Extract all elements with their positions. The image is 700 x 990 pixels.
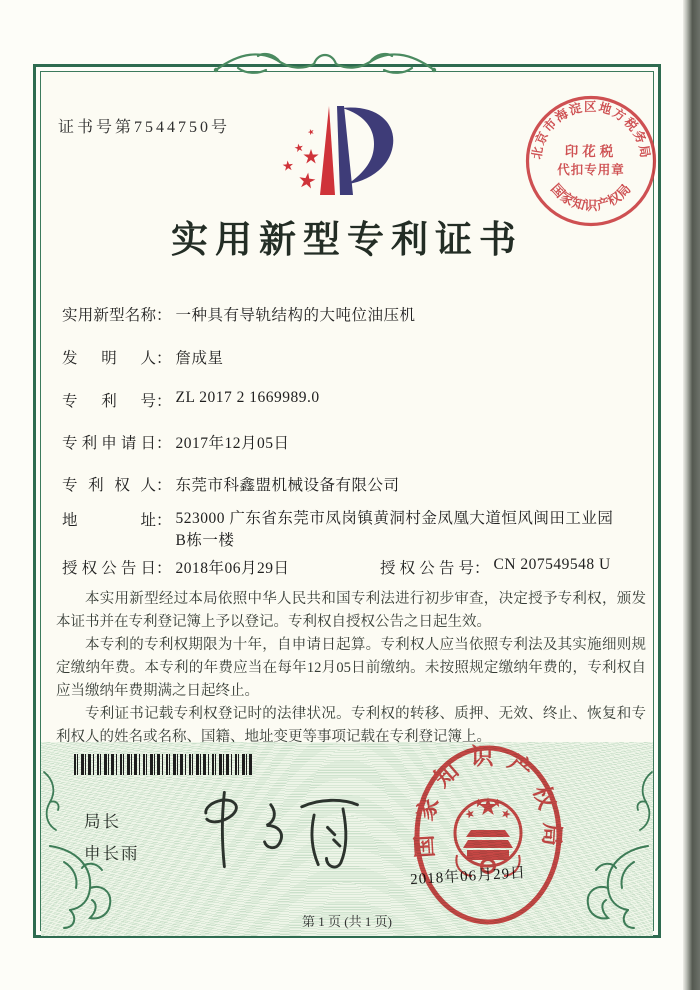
- page-number: 第 1 页 (共 1 页): [302, 914, 392, 929]
- tax-stamp-center-line1: 印花税: [564, 144, 618, 159]
- tax-stamp-center-line2: 代扣专用章: [557, 163, 625, 177]
- paragraph-register: 专利证书记载专利权登记时的法律状况。专利权的转移、质押、无效、终止、恢复和专利权人的姓名或名称、国籍、地址变更等事项记载在专利登记簿上。: [56, 706, 646, 745]
- field-value: 523000 广东省东莞市凤岗镇黄洞村金凤凰大道恒风闽田工业园B栋一楼: [175, 510, 614, 549]
- certificate-title: 实用新型专利证书: [171, 220, 523, 261]
- field-pair-publication-number: 授权公告号： CN 207549548 U: [380, 556, 611, 577]
- field-value: 2017年12月05日: [175, 435, 290, 452]
- field-label: 专利申请日: [62, 435, 156, 452]
- field-row-inventor: 发明人： 詹成星: [62, 346, 224, 368]
- legal-text-block: [56, 588, 646, 749]
- seal-arc-text: 国家知识产权局: [411, 743, 565, 859]
- field-row-address: 地址： 523000 广东省东莞市凤岗镇黄洞村金凤凰大道恒风闽田工业园B栋一楼: [62, 508, 622, 552]
- field-row-patentee: 专利权人： 东莞市科鑫盟机械设备有限公司: [62, 473, 400, 495]
- tax-stamp: [522, 92, 660, 230]
- field-label: 专利权人: [62, 477, 156, 494]
- logo-stars: [282, 128, 318, 189]
- logo-red-wedge: [320, 106, 335, 195]
- field-value: 东莞市科鑫盟机械设备有限公司: [175, 477, 400, 494]
- field-label: 授权公告日: [62, 560, 156, 577]
- field-value: CN 207549548 U: [493, 556, 611, 573]
- scan-edge-shadow: [683, 0, 700, 990]
- director-title: 局长: [84, 812, 121, 831]
- field-row-utility-name: 实用新型名称： 一种具有导轨结构的大吨位油压机: [62, 303, 416, 325]
- field-label: 专利号: [62, 393, 156, 410]
- field-label: 地址: [62, 512, 156, 529]
- seal-date: 2018年06月29日: [409, 865, 527, 889]
- field-row-patent-number: 专利号： ZL 2017 2 1669989.0: [62, 389, 320, 410]
- certificate-number: 证书号第7544750号: [58, 119, 231, 136]
- paragraph-term-fees: 本专利的专利权期限为十年，自申请日起算。专利权人应当依照专利法及其实施细则规定缴纳年费。本专利的年费应当在每年12月05日前缴纳。未按照规定缴纳年费的，专利权自应当缴纳年费期满之日起终止。: [56, 637, 646, 699]
- field-label: 授权公告号: [380, 560, 474, 577]
- tax-stamp-bottom-arc-text: 国家知识产权局: [548, 180, 634, 213]
- paragraph-grant: 本实用新型经过本局依照中华人民共和国专利法进行初步审查，决定授予专利权，颁发本证书并在专利登记簿上予以登记。专利权自授权公告之日起生效。: [56, 591, 646, 630]
- logo-blue-stem: [337, 106, 353, 195]
- field-label: 实用新型名称: [62, 307, 156, 324]
- field-row-grant: 授权公告日： 2018年06月29日 授权公告号： CN 207549548 U: [62, 556, 611, 577]
- top-flourish-ornament: [210, 40, 440, 88]
- tax-stamp-top-arc-text: 北京市海淀区地方税务局: [529, 99, 653, 161]
- cnipa-official-seal: [404, 737, 572, 933]
- field-value: 2018年06月29日: [175, 560, 290, 577]
- director-signature: [186, 780, 370, 878]
- side-curl-right: [634, 770, 656, 834]
- field-row-filing-date: 专利申请日： 2017年12月05日: [62, 431, 290, 453]
- field-label: 发明人: [62, 350, 156, 367]
- field-value: 一种具有导轨结构的大吨位油压机: [175, 307, 416, 324]
- director-name: 申长雨: [84, 844, 140, 863]
- cnipa-logo: [278, 102, 428, 207]
- barcode: [74, 754, 252, 775]
- side-curl-left: [40, 770, 62, 834]
- field-value: ZL 2017 2 1669989.0: [175, 389, 320, 406]
- svg-text:国家知识产权局: [548, 181, 634, 213]
- field-value: 詹成星: [175, 350, 224, 367]
